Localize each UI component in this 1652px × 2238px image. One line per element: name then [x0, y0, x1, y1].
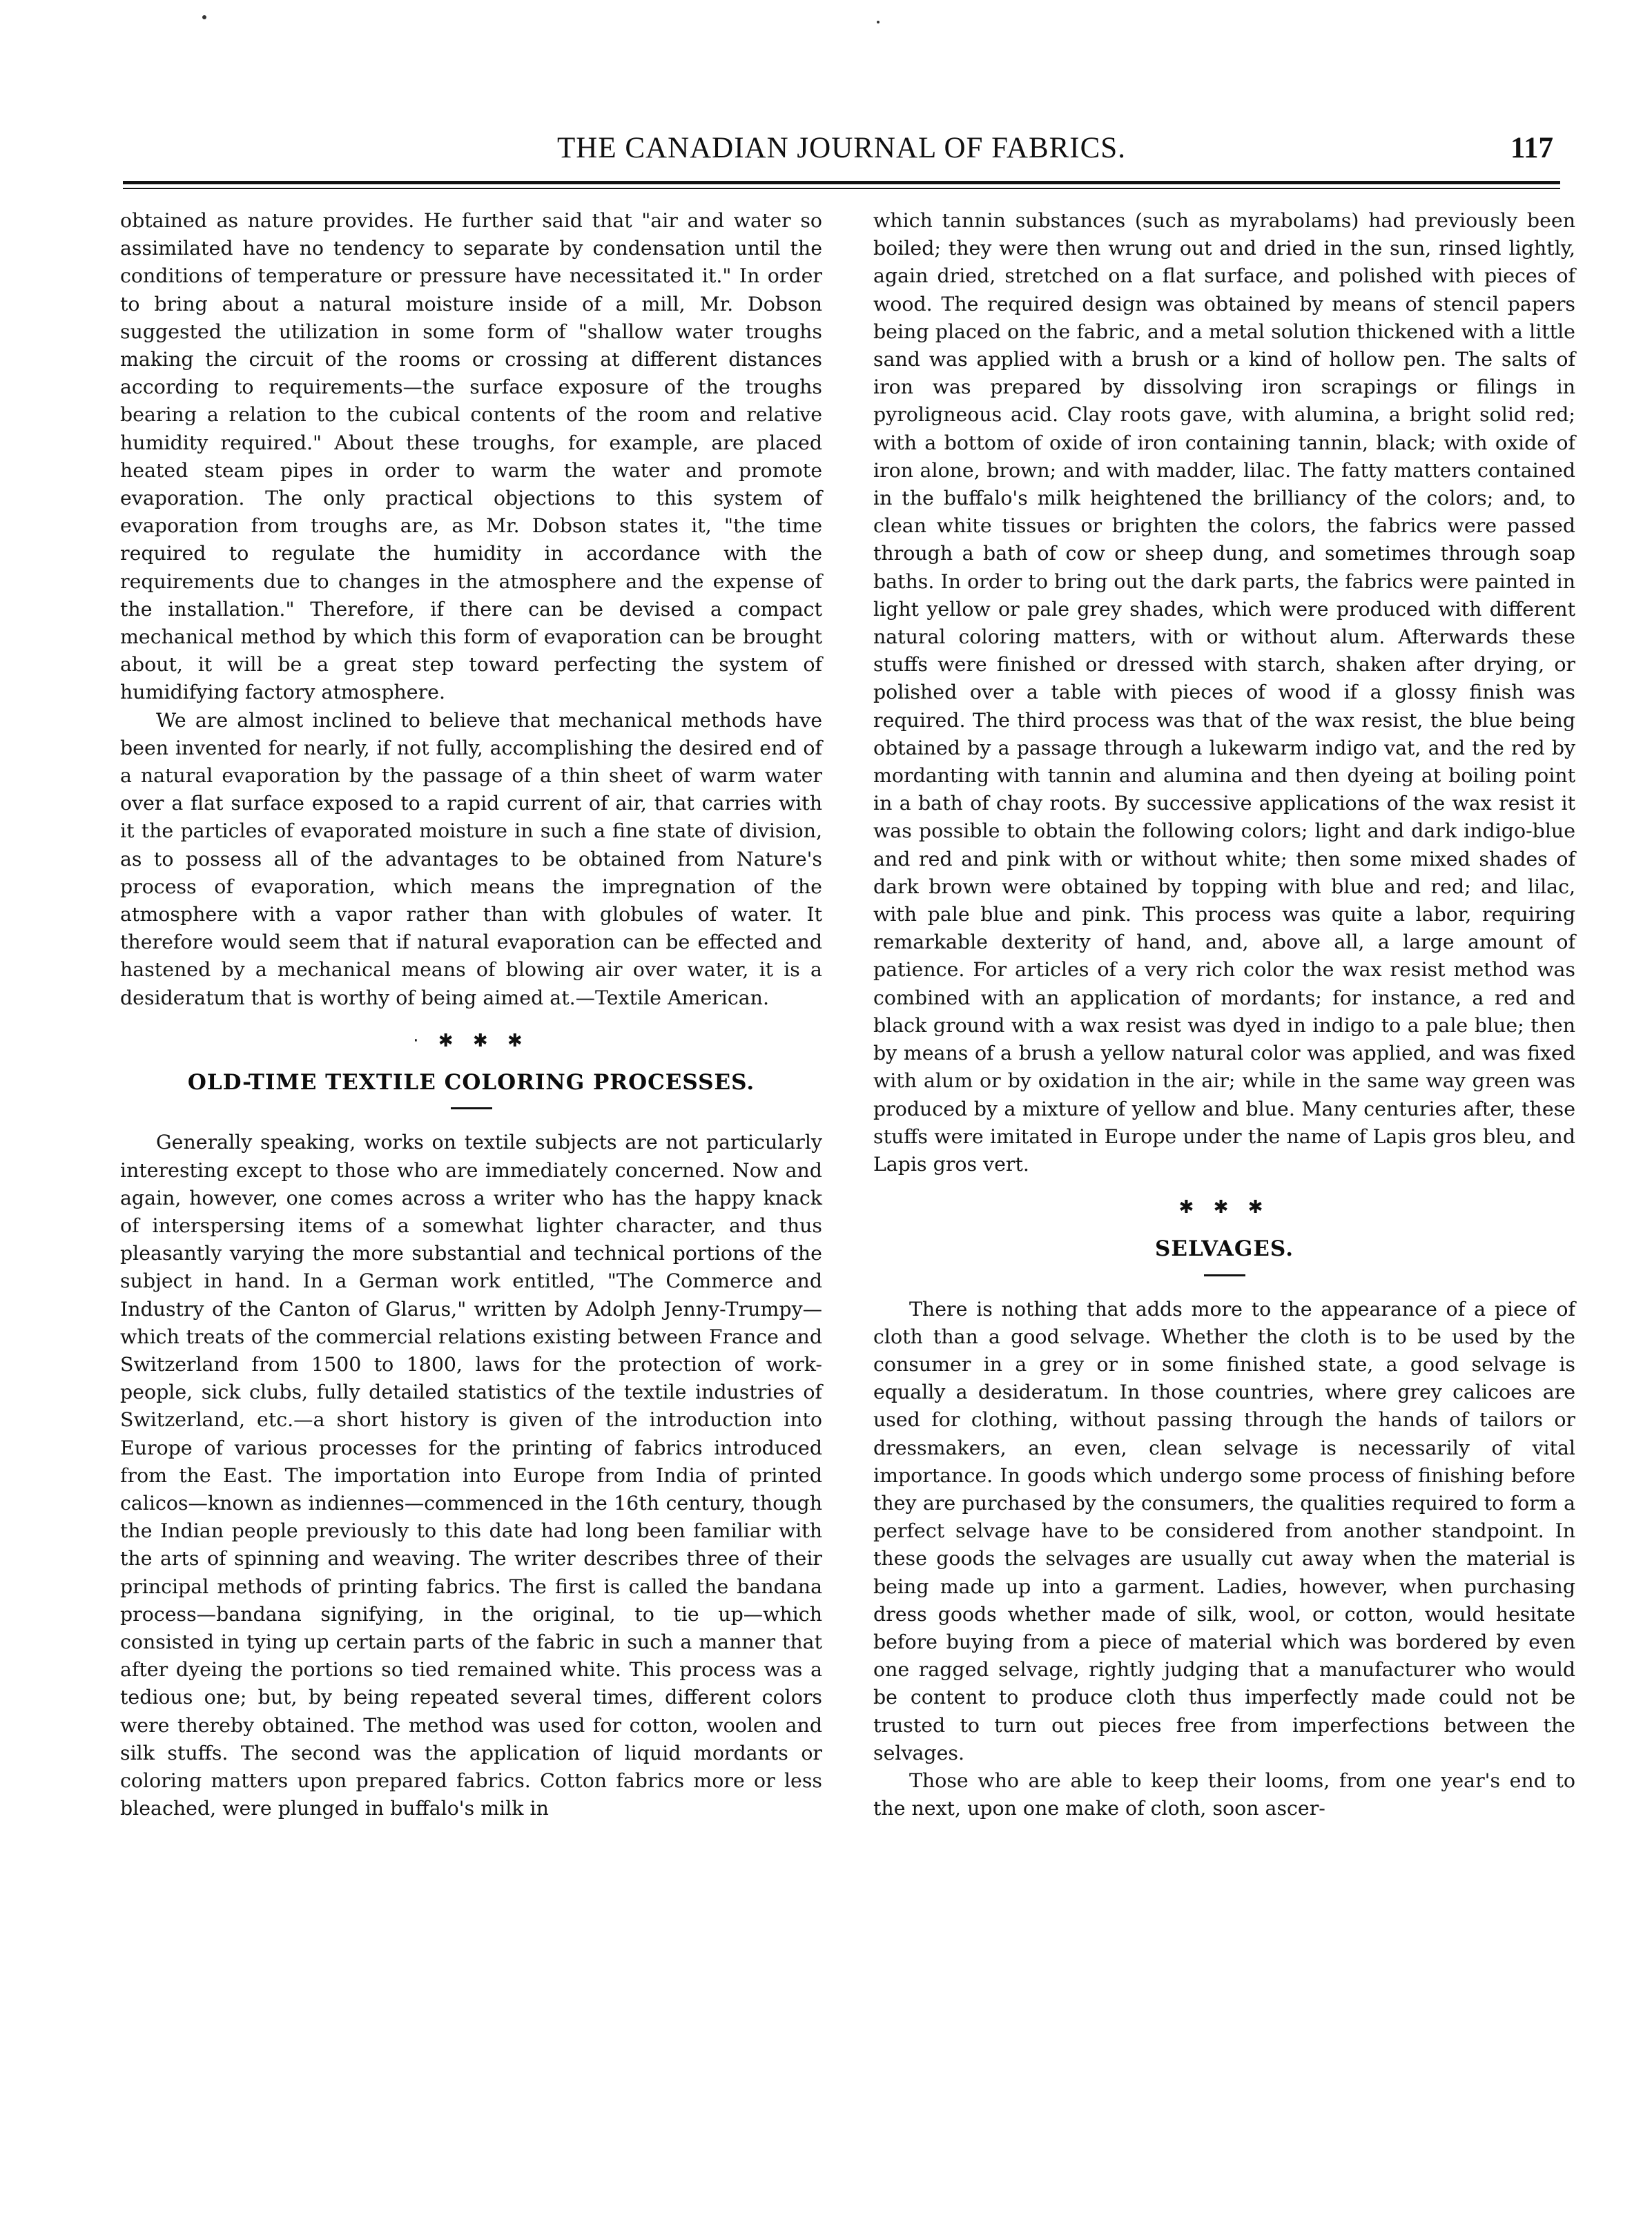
body-paragraph: Those who are able to keep their looms, from one year's end to the next, upon one make of cloth, soon ascer- — [873, 1769, 1575, 1820]
header-rule-thin — [123, 188, 1560, 189]
left-column — [120, 207, 822, 1822]
print-speck — [877, 21, 880, 23]
journal-title: THE CANADIAN JOURNAL OF FABRICS. — [557, 132, 1126, 164]
title-rule — [451, 1107, 492, 1109]
section-divider-stars: · ✱ ✱ ✱ — [413, 1030, 529, 1051]
article-title: OLD-TIME TEXTILE COLORING PROCESSES. — [187, 1070, 755, 1096]
running-header — [123, 123, 1560, 178]
body-paragraph: We are almost inclined to believe that mechanical methods have been invented for nearly, if not fully, accomplishing the desired end of a natural evaporation by the passage of a thin sheet of warm water over a flat surface exposed to a rapid current of air, that carries with it the particles of evaporated moisture in such a fine state of division, as to possess all of the advantages to be obtained from Nature's process of evaporation, which means the impregnation of the atmosphere with a vapor rather than with globules of water. It therefore would seem that if natural evaporation can be effected and hastened by a mechanical means of blowing air over water, it is a desideratum that is worthy of being aimed at.—Textile American. — [120, 708, 822, 1009]
right-column — [873, 207, 1575, 1822]
body-paragraph: Generally speaking, works on textile subjects are not particularly interesting except to those who are immediately concerned. Now and again, however, one comes across a writer who has the happy knack of interspersing items of a somewhat lighter character, and thus pleasantly varying the more substantial and technical portions of the subject in hand. In a German work entitled, "The Commerce and Industry of the Canton of Glarus," written by Adolph Jenny-Trumpy—which treats of the commercial relations existing between France and Switzerland from 1500 to 1800, laws for the protection of work-people, sick clubs, fully detailed statistics of the textile industries of Switzerland, etc.—a short history is given of the introduction into Europe of various processes for the printing of fabrics introduced from the East. The importation into Europe from India of printed calicos—known as indiennes—commenced in the 16th century, though the Indian people previously to this date had long been familiar with the arts of spinning and weaving. The writer describes three of their principal methods of printing fabrics. The first is called the bandana process—bandana signifying, in the original, to tie up—which consisted in tying up certain parts of the fabric in such a manner that after dyeing the portions so tied remained white. This process was a tedious one; but, by being repeated several times, different colors were thereby obtained. The method was used for cotton, woolen and silk stuffs. The second was the application of liquid mordants or coloring matters upon prepared fabrics. Cotton fabrics more or less bleached, were plunged in buffalo's milk in — [120, 1131, 822, 1820]
body-paragraph: which tannin substances (such as myrabolams) had previously been boiled; they were then wrung out and dried in the sun, rinsed lightly, again dried, stretched on a flat surface, and polished with pieces of wood. The required design was obtained by means of stencil papers being placed on the fabric, and a metal solution thickened with a little sand was applied with a brush or a kind of hollow pen. The salts of iron was prepared by dissolving iron scrapings or filings in pyroligneous acid. Clay roots gave, with alumina, a bright solid red; with a bottom of oxide of iron containing tannin, black; with oxide of iron alone, brown; and with madder, lilac. The fatty matters contained in the buffalo's milk heightened the brilliancy of the colors; and, to clean white tissues or brighten the colors, the fabrics were passed through a bath of cow or sheep dung, and sometimes through soap baths. In order to bring out the dark parts, the fabrics were painted in light yellow or pale grey shades, which were produced with different natural coloring matters, with or without alum. Afterwards these stuffs were finished or dressed with starch, shaken after drying, or polished over a table with pieces of wood if a glossy finish was required. The third process was that of the wax resist, the blue being obtained by a passage through a lukewarm indigo vat, and the red by mordanting with tannin and alumina and then dyeing at boiling point in a bath of chay roots. By successive applications of the wax resist it was possible to obtain the following colors; light and dark indigo-blue and red and pink with or without white; then some mixed shades of dark brown were obtained by topping with blue and red; and lilac, with pale blue and pink. This process was quite a labor, requiring remarkable dexterity of hand, and, above all, a large amount of patience. For articles of a very rich color the wax resist method was combined with an application of mordants; for instance, a red and black ground with a wax resist was dyed in indigo to a pale blue; then by means of a brush a yellow natural color was applied, and was fixed with alum or by oxidation in the air; while in the same way green was produced by a mixture of yellow and blue. Many centuries after, these stuffs were imitated in Europe under the name of Lapis gros bleu, and Lapis gros vert. — [873, 209, 1575, 1176]
body-paragraph: There is nothing that adds more to the appearance of a piece of cloth than a good selvage. Whether the cloth is to be used by the consumer in a grey or in some finished state, a good selvage is equally a desideratum. In those countries, where grey calicoes are used for clothing, without passing through the hands of tailors or dressmakers, an even, clean selvage is necessarily of vital importance. In goods which undergo some process of finishing before they are purchased by the consumers, the qualities required to form a perfect selvage have to be considered from another standpoint. In these goods the selvages are usually cut away when the material is being made up into a garment. Ladies, however, when purchasing dress goods whether made of silk, wool, or cotton, would hesitate before buying from a piece of material which was bordered by even one ragged selvage, rightly judging that a manufacturer who would be content to produce cloth thus imperfectly made could not be trusted to turn out pieces free from imperfections between the selvages. — [873, 1297, 1575, 1764]
print-speck — [202, 15, 206, 19]
page-number: 117 — [1510, 132, 1553, 164]
article-title: SELVAGES. — [1154, 1236, 1294, 1262]
header-rule — [123, 181, 1560, 184]
section-divider-stars: ✱ ✱ ✱ — [1178, 1197, 1270, 1218]
body-paragraph: obtained as nature provides. He further said that "air and water so assimilated have no tendency to separate by condensation until the conditions of temperature or pressure have necessitated it." In order to bring about a natural moisture inside of a mill, Mr. Dobson suggested the utilization in some form of "shallow water troughs making the circuit of the rooms or crossing at different distances according to requirements—the surface exposure of the troughs bearing a relation to the cubical contents of the room and relative humidity required." About these troughs, for example, are placed heated steam pipes in order to warm the water and promote evaporation. The only practical objections to this system of evaporation from troughs are, as Mr. Dobson states it, "the time required to regulate the humidity in accordance with the requirements due to changes in the atmosphere and the expense of the installation." Therefore, if there can be devised a compact mechanical method by which this form of evaporation can be brought about, it will be a great step toward perfecting the system of humidifying factory atmosphere. — [120, 209, 822, 704]
title-rule — [1204, 1274, 1245, 1276]
